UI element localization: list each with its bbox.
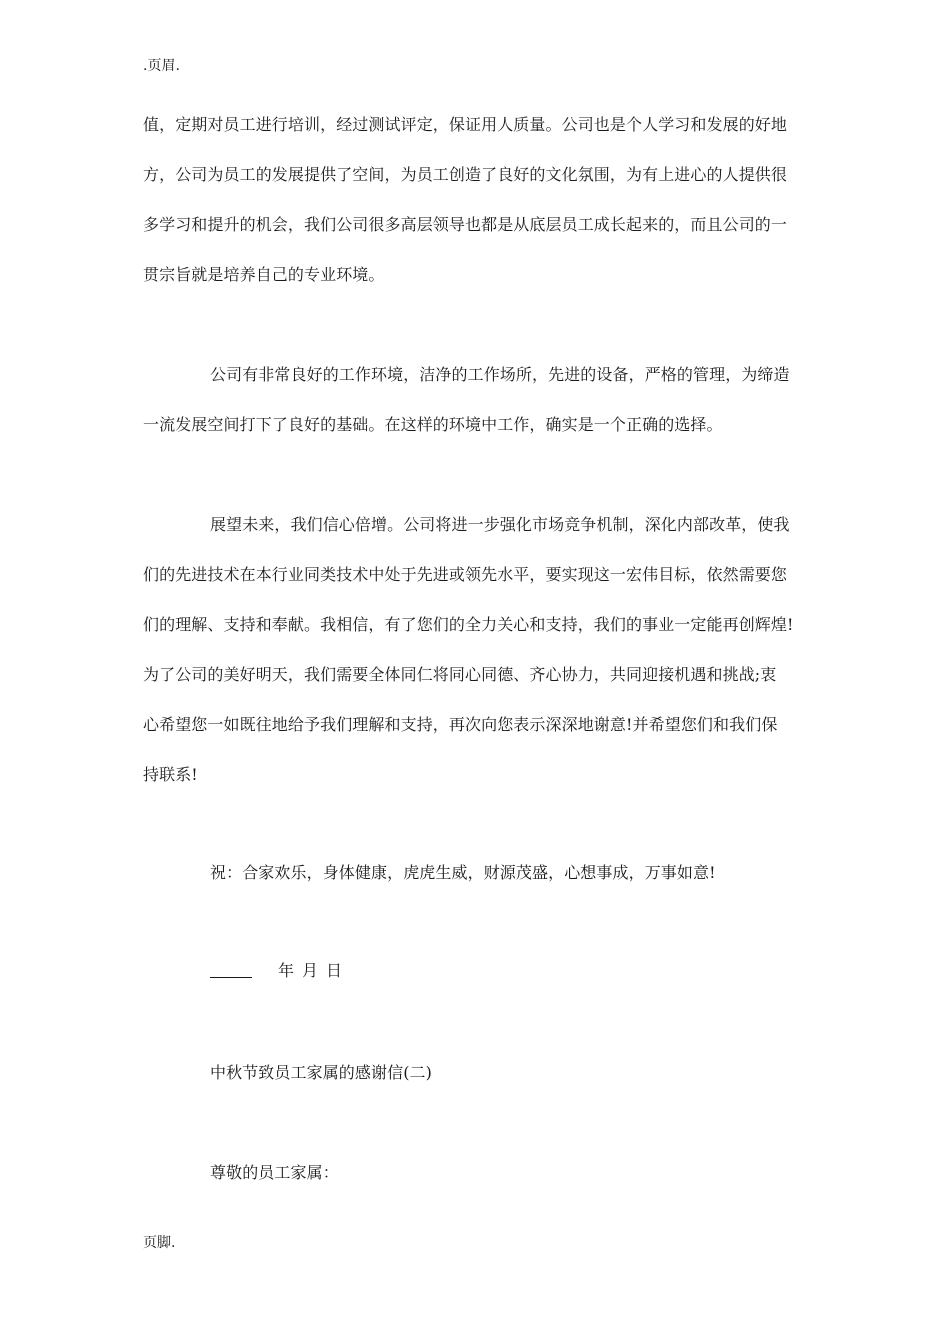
paragraph-line: 公司有非常良好的工作环境，洁净的工作场所，先进的设备，严格的管理，为缔造 bbox=[210, 365, 790, 384]
paragraph-line: 值，定期对员工进行培训，经过测试评定，保证用人质量。公司也是个人学习和发展的好地 bbox=[143, 115, 788, 134]
paragraph-line: 心希望您一如既往地给予我们理解和支持，再次向您表示深深地谢意!并希望您们和我们保 bbox=[143, 715, 778, 734]
date-year-label: 年 bbox=[278, 961, 295, 980]
paragraph-line: 贯宗旨就是培养自己的专业环境。 bbox=[143, 265, 385, 284]
paragraph-line: 为了公司的美好明天，我们需要全体同仁将同心同德、齐心协力，共同迎接机遇和挑战;衷 bbox=[143, 665, 777, 684]
second-letter-title: 中秋节致员工家属的感谢信(二) bbox=[210, 1063, 432, 1082]
closing-wishes: 祝：合家欢乐，身体健康，虎虎生威，财源茂盛，心想事成，万事如意! bbox=[210, 863, 716, 882]
paragraph-line: 展望未来，我们信心倍增。公司将进一步强化市场竞争机制，深化内部改革，使我 bbox=[210, 515, 790, 534]
signature-date-row bbox=[210, 960, 350, 982]
salutation: 尊敬的员工家属： bbox=[210, 1163, 339, 1182]
date-month-label: 月 bbox=[302, 961, 319, 980]
paragraph-line: 一流发展空间打下了良好的基础。在这样的环境中工作，确实是一个正确的选择。 bbox=[143, 415, 723, 434]
page-header: .页眉. bbox=[143, 58, 180, 74]
paragraph-line: 们的理解、支持和奉献。我相信，有了您们的全力关心和支持，我们的事业一定能再创辉煌! bbox=[143, 615, 794, 634]
signature-blank-line bbox=[210, 961, 252, 978]
paragraph-line: 多学习和提升的机会，我们公司很多高层领导也都是从底层员工成长起来的，而且公司的一 bbox=[143, 215, 788, 234]
paragraph-line: 持联系! bbox=[143, 765, 198, 784]
paragraph-line: 们的先进技术在本行业同类技术中处于先进或领先水平，要实现这一宏伟目标，依然需要您 bbox=[143, 565, 788, 584]
page-footer: 页脚. bbox=[143, 1235, 176, 1251]
paragraph-line: 方，公司为员工的发展提供了空间，为员工创造了良好的文化氛围，为有上进心的人提供很 bbox=[143, 165, 788, 184]
date-day-label: 日 bbox=[326, 961, 343, 980]
